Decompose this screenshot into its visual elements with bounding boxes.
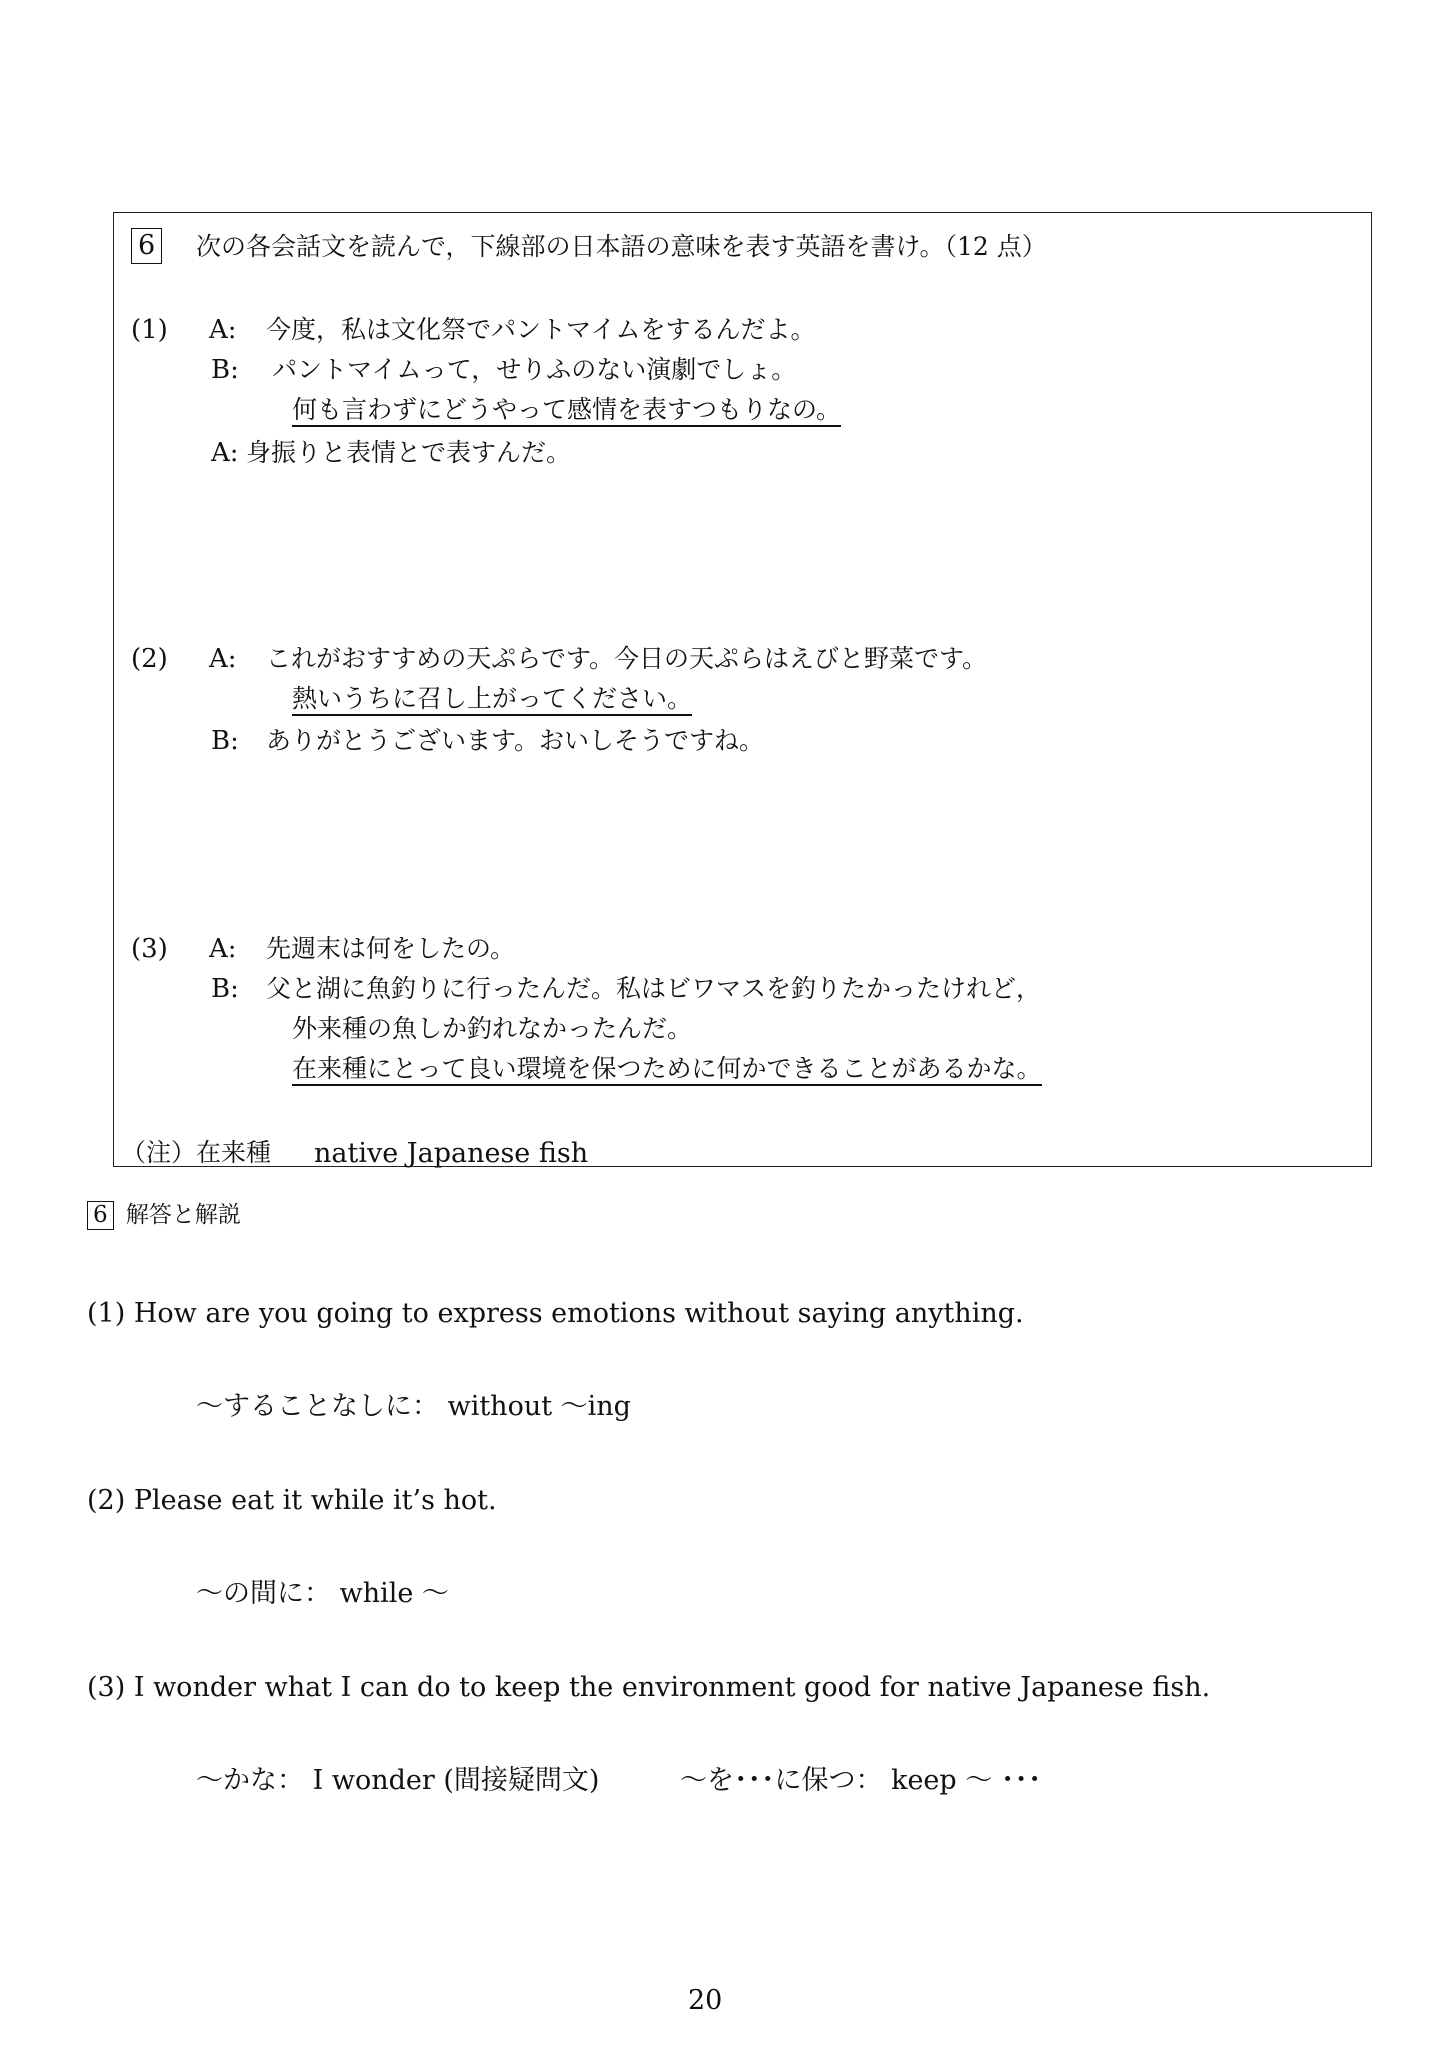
answers-title: 解答と解説 (125, 1202, 241, 1228)
page-number: 20 (688, 1985, 723, 2016)
item-3-line-2: 父と湖に魚釣りに行ったんだ。私はビワマスを釣りたかったけれど， (266, 974, 1042, 1003)
item-2-speaker-1: A: (209, 644, 237, 674)
item-3-line-3: 外来種の魚しか釣れなかったんだ。 (292, 1014, 693, 1043)
item-2-label: (2) (131, 644, 168, 674)
item-3-speaker-1: A: (209, 934, 237, 964)
item-1-speaker-1: A: (209, 315, 237, 345)
note-text: native Japanese fish (314, 1138, 589, 1169)
item-2-speaker-3: B: (211, 726, 239, 756)
answer-3: (3) I wonder what I can do to keep the environment good for native Japanese fish. (87, 1672, 1211, 1703)
item-2-line-1: これがおすすめの天ぷらです。今日の天ぷらはえびと野菜です。 (266, 644, 988, 673)
item-1-speaker-4: A: (211, 438, 239, 468)
item-1-label: (1) (131, 315, 168, 345)
item-3-line-1: 先週末は何をしたの。 (266, 934, 516, 963)
item-2-line-2-underlined: 熱いうちに召し上がってください。 (292, 686, 692, 716)
question-instruction: 次の各会話文を読んで，下線部の日本語の意味を表す英語を書け。（12 点） (196, 232, 1047, 261)
answer-3-hint-1: ～かな： I wonder (間接疑問文) (196, 1765, 600, 1796)
answer-1-hint: ～することなしに： without ～ing (196, 1391, 631, 1422)
answers-header (87, 1201, 241, 1230)
item-1-line-3-underlined: 何も言わずにどうやって感情を表すつもりなの。 (292, 397, 841, 427)
item-1-speaker-2: B: (211, 355, 239, 385)
item-1-line-4: 身振りと表情とで表すんだ。 (246, 438, 572, 467)
item-3-line-4-underlined: 在来種にとって良い環境を保つために何かできることがあるかな。 (292, 1056, 1042, 1086)
question-header (131, 228, 162, 264)
item-2-line-3: ありがとうございます。おいしそうですね。 (266, 726, 765, 755)
item-3-label: (3) (131, 934, 168, 964)
answer-2: (2) Please eat it while it’s hot. (87, 1485, 497, 1516)
answer-2-hint: ～の間に： while ～ (196, 1578, 449, 1609)
item-1-line-1: 今度，私は文化祭でパントマイムをするんだよ。 (266, 315, 816, 344)
item-3-speaker-2: B: (211, 974, 239, 1004)
answers-number-box: 6 (87, 1201, 114, 1230)
item-1-line-2: パントマイムって，せりふのない演劇でしょ。 (272, 355, 797, 384)
answer-1: (1) How are you going to express emotions without saying anything. (87, 1298, 1024, 1329)
question-number-box: 6 (131, 228, 162, 264)
answer-3-hint-2: ～を･･･に保つ： keep ～ ･･･ (680, 1765, 1042, 1796)
note-label: （注）在来種 (121, 1138, 272, 1167)
